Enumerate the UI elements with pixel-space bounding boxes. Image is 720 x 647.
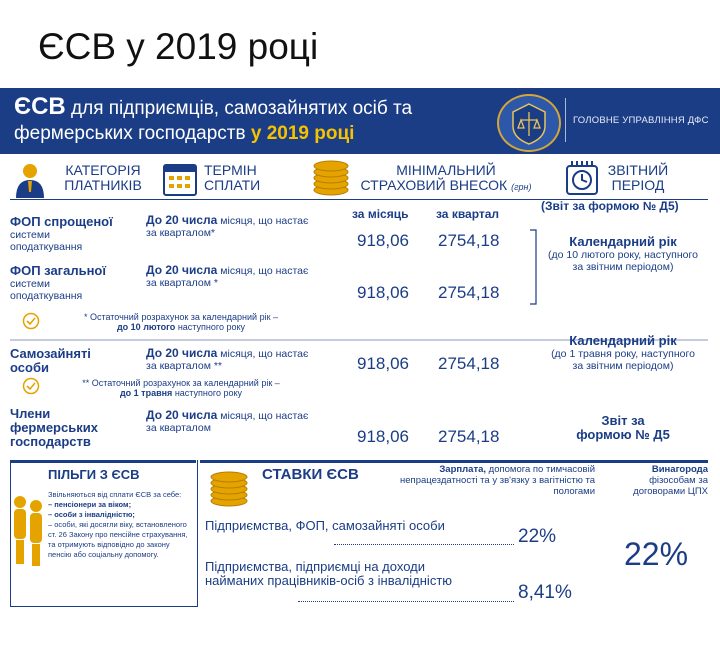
bracket-icon xyxy=(528,228,542,306)
benefits-rule xyxy=(10,460,196,463)
row-fop-general-category: ФОП загальної системи оподаткування xyxy=(10,263,107,302)
note-feb: * Остаточний розрахунок за календарний рік – до 10 лютого наступного року xyxy=(83,312,279,332)
calendar-icon xyxy=(162,160,198,198)
period-calendar-year-may: Календарний рік (до 1 травня року, наступного за звітним періодом) xyxy=(551,333,695,372)
note-may: ** Остаточний розрахунок за календарний рік – до 1 травня наступного року xyxy=(82,378,280,398)
row-fop-general-term: До 20 числа місяця, що настає за кварталом * xyxy=(146,263,309,289)
check-icon xyxy=(22,377,40,395)
rate-gpc-value: 22% xyxy=(624,536,689,572)
row-self-employed-month: 918,06 xyxy=(357,354,409,373)
org-name: ГОЛОВНЕ УПРАВЛІННЯ ДФС xyxy=(573,115,709,126)
row-self-employed-category: Самозайняті особи xyxy=(10,346,91,375)
coins-icon xyxy=(310,158,352,196)
person-icon xyxy=(10,162,50,200)
rate-row-disabled-value: 8,41% xyxy=(518,582,572,603)
coins-icon xyxy=(206,468,252,508)
tax-service-emblem-icon xyxy=(497,94,561,152)
row-fop-general-month: 918,06 xyxy=(357,283,409,302)
subheader-report-form: (Звіт за формою № Д5) xyxy=(541,199,679,213)
header-category: КАТЕГОРІЯ ПЛАТНИКІВ xyxy=(64,162,142,193)
header-report-period: ЗВІТНИЙ ПЕРІОД xyxy=(607,162,669,193)
banner-title xyxy=(14,94,484,146)
row-fop-simplified-month: 918,06 xyxy=(357,231,409,250)
row-fop-simplified-quarter: 2754,18 xyxy=(438,231,500,250)
row-self-employed-quarter: 2754,18 xyxy=(438,354,500,373)
row-fop-general-quarter: 2754,18 xyxy=(438,283,500,302)
row-farmers-category: Члени фермерських господарств xyxy=(10,406,98,449)
clock-icon xyxy=(565,160,599,196)
header-min-contribution: МІНІМАЛЬНИЙ СТРАХОВИЙ ВНЕСОК (грн) xyxy=(360,162,532,193)
row-farmers-term: До 20 числа місяця, що настає за кварталом xyxy=(146,408,309,434)
row-farmers-quarter: 2754,18 xyxy=(438,427,500,446)
banner-line2: фермерських господарств xyxy=(14,123,246,144)
row-fop-simplified-term: До 20 числа місяця, що настає за кварталом* xyxy=(146,213,309,239)
banner-year: у 2019 році xyxy=(250,123,355,144)
rate-row-disabled-label: Підприємства, підприємці на доходи найманих працівників-осіб з інвалідністю xyxy=(205,559,453,588)
rate-row-general-label: Підприємства, ФОП, самозайняті особи xyxy=(205,518,445,533)
people-icon xyxy=(10,490,46,590)
benefits-title: ПІЛЬГИ З ЄСВ xyxy=(48,467,140,482)
rates-title: СТАВКИ ЄСВ xyxy=(262,466,359,483)
page-title: ЄСВ у 2019 році xyxy=(38,26,319,67)
rates-rule xyxy=(200,460,708,463)
banner-esv: ЄСВ xyxy=(14,93,66,120)
row-farmers-month: 918,06 xyxy=(357,427,409,446)
subheader-month: за місяць xyxy=(352,207,409,221)
banner-line1: для підприємців, самозайнятих осіб та xyxy=(71,98,413,119)
benefits-list: Звільняються від сплати ЄСВ за себе: – пенсіонери за віком; – особи з інвалідністю; – особи, які досягли віку, встановленого ст. 26 Закону про пенсійне страхування, та отримують відповідно до закону пенсію або соціальну допомогу. xyxy=(48,490,188,559)
rate-row-disabled-leader xyxy=(298,601,514,602)
rates-col-salary: Зарплата, допомога по тимчасовій непрацездатності та у зв'язку з вагітністю та пологами xyxy=(400,464,595,497)
row-fop-simplified-category: ФОП спрощеної системи оподаткування xyxy=(10,214,113,253)
subheader-quarter: за квартал xyxy=(436,207,500,221)
row-self-employed-term: До 20 числа місяця, що настає за кварталом ** xyxy=(146,346,309,372)
banner-divider xyxy=(565,98,566,142)
header-term: ТЕРМІН СПЛАТИ xyxy=(204,162,261,193)
rates-col-gpc: Винагорода фізособам за договорами ЦПХ xyxy=(633,464,708,497)
period-calendar-year-feb: Календарний рік (до 10 лютого року, наступного за звітним періодом) xyxy=(548,234,698,273)
rate-row-general-value: 22% xyxy=(518,526,557,547)
period-form-d5: Звіт за формою № Д5 xyxy=(576,413,670,442)
check-icon xyxy=(22,312,40,330)
rate-row-general-leader xyxy=(334,544,514,545)
